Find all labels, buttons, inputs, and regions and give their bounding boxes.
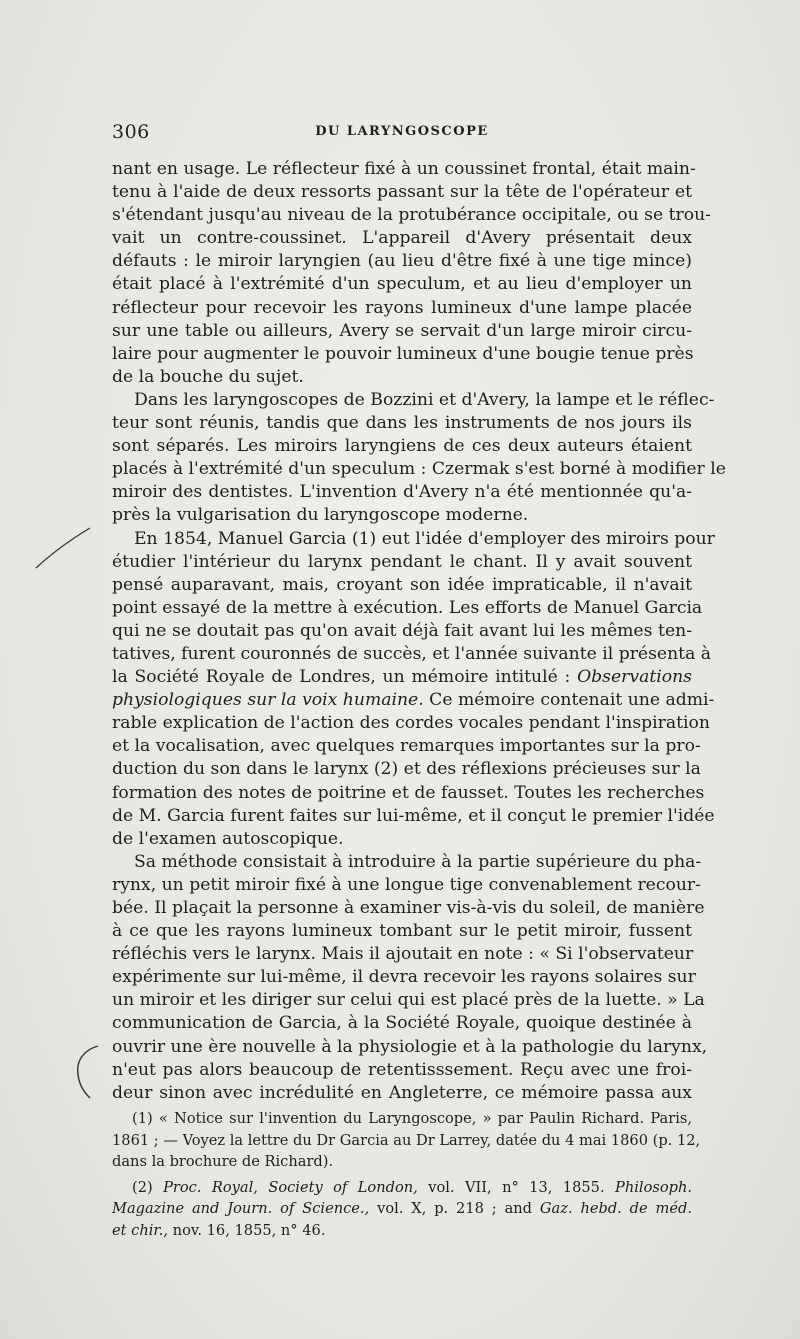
text-line: teur sont réunis, tandis que dans les instruments de nos jours ils	[112, 413, 692, 434]
text-line: qui ne se doutait pas qu'on avait déjà fait avant lui les mêmes ten-	[112, 620, 692, 641]
text-line: Sa méthode consistait à introduire à la partie supérieure du pha-	[134, 851, 702, 872]
text-line: expérimente sur lui-même, il devra recevoir les rayons solaires sur	[112, 967, 696, 988]
reference-italic: et chir.,	[112, 1221, 169, 1239]
paragraph-1	[112, 158, 711, 389]
page-header	[112, 121, 692, 145]
text-line: tenu à l'aide de deux ressorts passant sur la tête de l'opérateur et	[112, 182, 692, 203]
page-number: 306	[112, 121, 150, 143]
reference-italic: Philosoph.	[615, 1178, 693, 1196]
text-line: rable explication de l'action des cordes vocales pendant l'inspiration	[112, 713, 710, 734]
text-line: ouvrir une ère nouvelle à la physiologie et à la pathologie du larynx,	[112, 1036, 708, 1057]
text-line-with-title	[112, 689, 715, 712]
text-line: Dans les laryngoscopes de Bozzini et d'Avery, la lampe et le réflec-	[134, 389, 715, 410]
text-line: réflecteur pour recevoir les rayons lumineux d'une lampe placée	[112, 297, 692, 318]
text-line: étudier l'intérieur du larynx pendant le chant. Il y avait souvent	[112, 551, 692, 572]
text-line: à ce que les rayons lumineux tombant sur le petit miroir, fussent	[112, 921, 692, 942]
text-line: était placé à l'extrémité d'un speculum, et au lieu d'employer un	[112, 274, 692, 295]
text-line: rynx, un petit miroir fixé à une longue tige convenablement recour-	[112, 874, 701, 895]
text-line: duction du son dans le larynx (2) et des réflexions précieuses sur la	[112, 759, 701, 780]
text-line: de M. Garcia furent faites sur lui-même, et il conçut le premier l'idée	[112, 805, 715, 826]
text-segment: nov. 16, 1855, n° 46.	[168, 1221, 326, 1239]
text-line: En 1854, Manuel Garcia (1) eut l'idée d'employer des miroirs pour	[134, 528, 715, 549]
text-line: et la vocalisation, avec quelques remarques importantes sur la pro-	[112, 736, 701, 757]
text-line: défauts : le miroir laryngien (au lieu d'être fixé à une tige mince)	[112, 251, 692, 272]
text-line: n'eut pas alors beaucoup de retentisssement. Reçu avec une froi-	[112, 1059, 692, 1080]
footnotes	[112, 1108, 701, 1245]
reference-italic: Proc. Royal, Society of London,	[163, 1178, 418, 1196]
text-line: deur sinon avec incrédulité en Angleterre, ce mémoire passa aux	[112, 1082, 692, 1103]
text-segment: vol. VII, n° 13, 1855.	[417, 1178, 616, 1196]
footnote-line	[112, 1198, 692, 1220]
paragraph-4	[112, 851, 708, 1105]
footnote-line: (1) « Notice sur l'invention du Laryngoscope, » par Paulin Richard. Paris,	[132, 1110, 692, 1127]
text-segment: vol. X, p. 218 ; and	[369, 1200, 540, 1217]
footnote-1	[112, 1108, 701, 1173]
text-line: de la bouche du sujet.	[112, 366, 304, 387]
text-line: bée. Il plaçait la personne à examiner vis-à-vis du soleil, de manière	[112, 898, 705, 918]
text-line: nant en usage. Le réflecteur fixé à un coussinet frontal, était main-	[112, 159, 696, 179]
work-title-italic: physiologiques sur la voix humaine.	[112, 690, 424, 711]
text-segment: Ce mémoire contenait une admi-	[423, 690, 715, 711]
text-segment: la Société Royale de Londres, un mémoire intitulé :	[112, 667, 571, 688]
work-title-italic: Observations	[577, 667, 692, 688]
text-line: sont séparés. Les miroirs laryngiens de ces deux auteurs étaient	[112, 436, 692, 457]
text-line: s'étendant jusqu'au niveau de la protubérance occipitale, ou se trou-	[112, 205, 711, 226]
text-line: un miroir et les diriger sur celui qui est placé près de la luette. » La	[112, 990, 705, 1011]
text-line: de l'examen autoscopique.	[112, 828, 344, 849]
running-title: DU LARYNGOSCOPE	[315, 124, 489, 139]
text-line: vait un contre-coussinet. L'appareil d'Avery présentait deux	[112, 228, 692, 249]
reference-italic: Magazine and Journ. of Science.,	[112, 1200, 370, 1217]
text-line: formation des notes de poitrine et de fausset. Toutes les recherches	[112, 782, 705, 803]
footnote-line: dans la brochure de Richard).	[112, 1153, 334, 1170]
text-line: placés à l'extrémité d'un speculum : Czermak s'est borné à modifier le	[112, 459, 726, 480]
text-line: pensé auparavant, mais, croyant son idée impraticable, il n'avait	[112, 574, 692, 595]
reference-italic: Gaz. hebd. de méd.	[539, 1200, 692, 1217]
paragraph-2	[112, 389, 726, 528]
footnote-2	[112, 1177, 692, 1242]
body-text	[112, 158, 726, 1105]
footnote-number: (2)	[132, 1178, 164, 1196]
text-line: près la vulgarisation du laryngoscope moderne.	[112, 505, 529, 526]
pencil-stroke-mark	[36, 528, 90, 568]
text-line: tatives, furent couronnés de succès, et l'année suivante il présenta à	[112, 643, 712, 664]
text-line: communication de Garcia, à la Société Royale, quoique destinée à	[112, 1013, 692, 1034]
pencil-bracket-mark	[78, 1046, 98, 1098]
footnote-line: 1861 ; — Voyez la lettre du Dr Garcia au Dr Larrey, datée du 4 mai 1860 (p. 12,	[112, 1131, 701, 1149]
text-line: point essayé de la mettre à exécution. Les efforts de Manuel Garcia	[112, 597, 703, 618]
text-line-with-title	[112, 666, 692, 689]
text-line: laire pour augmenter le pouvoir lumineux d'une bougie tenue près	[112, 343, 694, 364]
text-line: sur une table ou ailleurs, Avery se servait d'un large miroir circu-	[112, 320, 692, 341]
text-line: miroir des dentistes. L'invention d'Avery n'a été mentionnée qu'a-	[112, 482, 692, 503]
text-line: réfléchis vers le larynx. Mais il ajoutait en note : « Si l'observateur	[112, 944, 694, 965]
paragraph-3	[112, 528, 715, 851]
footnote-line	[112, 1220, 692, 1242]
footnote-line	[112, 1177, 692, 1199]
